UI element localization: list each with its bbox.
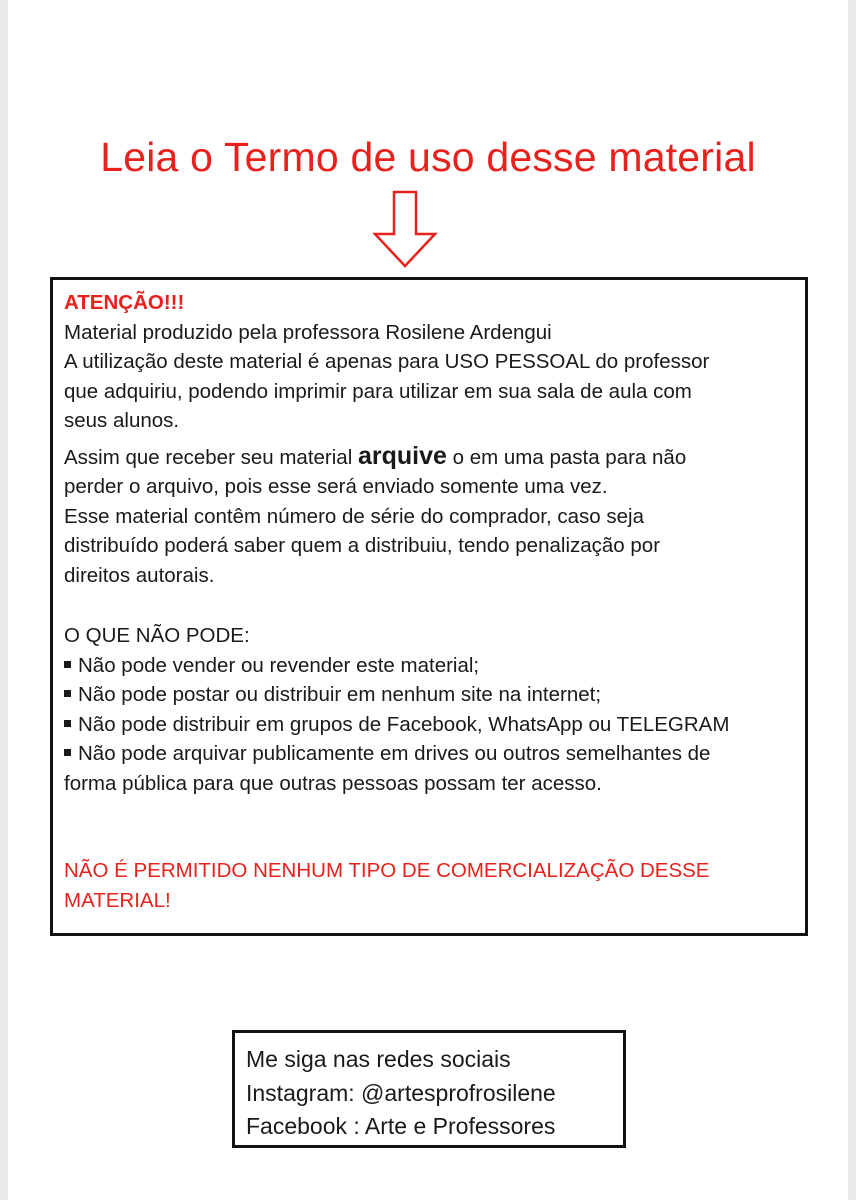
warning-line: NÃO É PERMITIDO NENHUM TIPO DE COMERCIALIZAÇÃO DESSE bbox=[64, 859, 710, 882]
prohibited-item: Não pode distribuir em grupos de Facebook, WhatsApp ou TELEGRAM bbox=[64, 710, 799, 740]
bullet-icon bbox=[64, 749, 71, 756]
usage-line: que adquiriu, podendo imprimir para utilizar em sua sala de aula com bbox=[64, 379, 692, 403]
prohibited-item-continuation: forma pública para que outras pessoas possam ter acesso. bbox=[64, 771, 602, 795]
terms-text bbox=[64, 288, 799, 915]
archive-emphasis: arquive bbox=[357, 441, 447, 470]
prohibited-item: Não pode postar ou distribuir em nenhum site na internet; bbox=[64, 680, 799, 710]
social-text bbox=[246, 1043, 556, 1144]
bullet-icon bbox=[64, 720, 71, 727]
warning-line: MATERIAL! bbox=[64, 888, 171, 912]
usage-line: A utilização deste material é apenas para USO PESSOAL do professor bbox=[64, 350, 710, 373]
facebook-page: Facebook : Arte e Professores bbox=[246, 1113, 556, 1139]
prohibited-heading: O QUE NÃO PODE: bbox=[64, 624, 250, 647]
bullet-icon bbox=[64, 690, 71, 697]
terms-of-use-box bbox=[50, 277, 808, 936]
archive-line: Assim que receber seu material arquive o em uma pasta para não bbox=[64, 441, 687, 470]
page-title: Leia o Termo de uso desse material bbox=[100, 134, 756, 180]
serial-line: Esse material contêm número de série do comprador, caso seja bbox=[64, 504, 644, 528]
author-line: Material produzido pela professora Rosilene Ardengui bbox=[64, 320, 552, 344]
serial-line: direitos autorais. bbox=[64, 563, 215, 587]
prohibited-item: Não pode arquivar publicamente em drives ou outros semelhantes de bbox=[64, 739, 799, 769]
attention-heading: ATENÇÃO!!! bbox=[64, 291, 185, 314]
usage-line: seus alunos. bbox=[64, 409, 180, 432]
prohibited-item: Não pode vender ou revender este material; bbox=[64, 651, 799, 681]
social-media-box bbox=[232, 1030, 626, 1148]
instagram-handle: Instagram: @artesprofrosilene bbox=[246, 1079, 556, 1106]
follow-line: Me siga nas redes sociais bbox=[246, 1046, 511, 1072]
serial-line: distribuído poderá saber quem a distribuiu, tendo penalização por bbox=[64, 534, 661, 557]
down-arrow-icon bbox=[371, 190, 439, 270]
archive-line-2: perder o arquivo, pois esse será enviado somente uma vez. bbox=[64, 475, 608, 498]
bullet-icon bbox=[64, 661, 71, 668]
